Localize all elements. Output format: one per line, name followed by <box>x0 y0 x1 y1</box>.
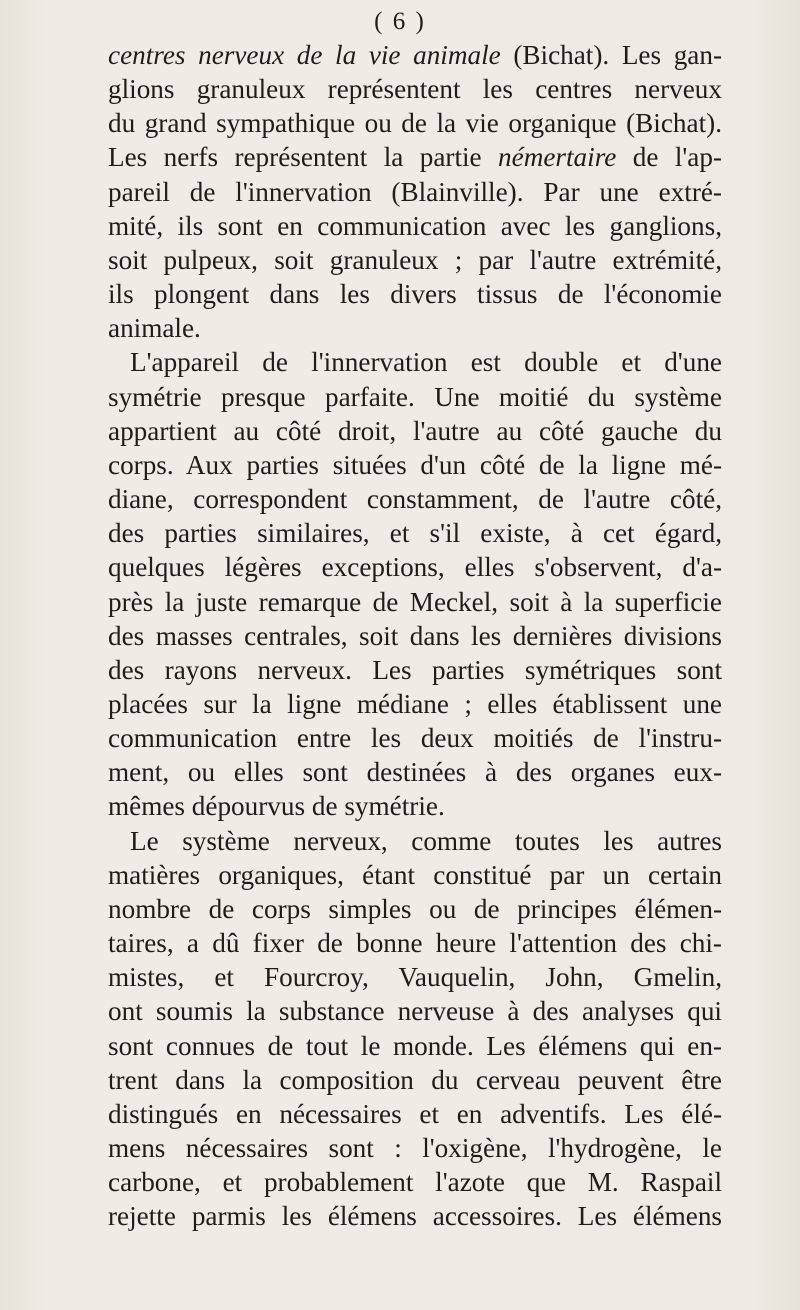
italic-text: némertaire <box>498 142 617 173</box>
text-line <box>108 72 722 106</box>
text-line <box>108 516 722 550</box>
text-run: mité, ils sont en communication avec les ganglions, <box>108 210 722 241</box>
text-run: nombre de corps simples ou de principes élémen- <box>108 893 722 924</box>
text-line <box>108 448 722 482</box>
text-run: sont connues de tout le monde. Les élémens qui en- <box>108 1030 722 1061</box>
text-line <box>108 858 722 892</box>
text-run: ils plongent dans les divers tissus de l'économie <box>108 279 722 310</box>
text-line <box>108 653 722 687</box>
text-line <box>108 209 722 243</box>
text-run: Les nerfs représentent la partie <box>108 142 499 173</box>
text-line <box>108 892 722 926</box>
text-line <box>108 550 722 584</box>
text-run: Le système nerveux, comme toutes les autres <box>130 825 722 856</box>
text-run: quelques légères exceptions, elles s'observent, d'a- <box>108 552 722 583</box>
text-run: pareil de l'innervation (Blainville). Par une extré- <box>108 176 722 207</box>
text-run: mêmes dépourvus de symétrie. <box>108 791 445 822</box>
text-line <box>108 311 722 345</box>
body-text <box>108 38 722 1233</box>
text-line <box>108 380 722 414</box>
text-line <box>108 414 722 448</box>
text-run: placées sur la ligne médiane ; elles établissent une <box>108 688 722 719</box>
text-run: L'appareil de l'innervation est double et d'une <box>130 347 722 378</box>
text-run: symétrie presque parfaite. Une moitié du système <box>108 381 722 412</box>
text-run: des parties similaires, et s'il existe, à cet égard, <box>108 518 722 549</box>
text-line <box>108 755 722 789</box>
text-run: appartient au côté droit, l'autre au côté gauche du <box>108 415 722 446</box>
text-run: ont soumis la substance nerveuse à des analyses qui <box>108 996 722 1027</box>
text-line <box>108 585 722 619</box>
text-run: communication entre les deux moitiés de l'instru- <box>108 723 722 754</box>
text-line <box>108 1097 722 1131</box>
page-number: ( 6 ) <box>374 8 426 35</box>
text-run: (Bichat). Les gan- <box>500 40 723 70</box>
text-line <box>108 1131 722 1165</box>
text-run: près la juste remarque de Meckel, soit à la superficie <box>108 586 722 617</box>
text-run: animale. <box>108 313 201 344</box>
text-line <box>108 140 722 174</box>
text-run: glions granuleux représentent les centres nerveux <box>108 74 722 105</box>
text-run: de l'ap- <box>616 142 722 173</box>
text-run: matières organiques, étant constitué par un certain <box>108 859 722 890</box>
text-line <box>108 824 722 858</box>
text-run: mistes, et Fourcroy, Vauquelin, John, Gmelin, <box>108 962 722 993</box>
text-line <box>108 721 722 755</box>
text-line <box>108 1199 722 1233</box>
text-line <box>108 106 722 140</box>
text-run: taires, a dû fixer de bonne heure l'attention des chi- <box>108 928 722 959</box>
text-run: diane, correspondent constamment, de l'autre côté, <box>108 484 722 515</box>
text-line <box>108 926 722 960</box>
text-run: du grand sympathique ou de la vie organique (Bichat). <box>108 108 722 139</box>
text-line <box>108 1029 722 1063</box>
text-run: corps. Aux parties situées d'un côté de la ligne mé- <box>108 449 722 480</box>
text-run: ment, ou elles sont destinées à des organes eux- <box>108 757 722 788</box>
text-line <box>108 243 722 277</box>
text-line <box>108 960 722 994</box>
text-line <box>108 175 722 209</box>
text-run: carbone, et probablement l'azote que M. Raspail <box>108 1167 722 1198</box>
text-run: des rayons nerveux. Les parties symétriques sont <box>108 654 722 685</box>
text-line <box>108 619 722 653</box>
text-line <box>108 687 722 721</box>
text-line <box>108 277 722 311</box>
text-run: trent dans la composition du cerveau peuvent être <box>108 1064 722 1095</box>
text-line <box>108 482 722 516</box>
text-run: soit pulpeux, soit granuleux ; par l'autre extrémité, <box>108 244 722 275</box>
text-line <box>108 38 722 72</box>
text-run: mens nécessaires sont : l'oxigène, l'hydrogène, le <box>108 1133 722 1163</box>
text-line <box>108 345 722 379</box>
text-run: distingués en nécessaires et en adventifs. Les élé- <box>108 1098 722 1129</box>
italic-text: centres nerveux de la vie animale <box>108 40 501 70</box>
text-line <box>108 1063 722 1097</box>
text-run: rejette parmis les élémens accessoires. Les élémens <box>108 1201 722 1232</box>
text-line <box>108 994 722 1028</box>
text-line <box>108 1165 722 1199</box>
text-line <box>108 789 722 823</box>
text-run: des masses centrales, soit dans les dernières divisions <box>108 620 722 651</box>
